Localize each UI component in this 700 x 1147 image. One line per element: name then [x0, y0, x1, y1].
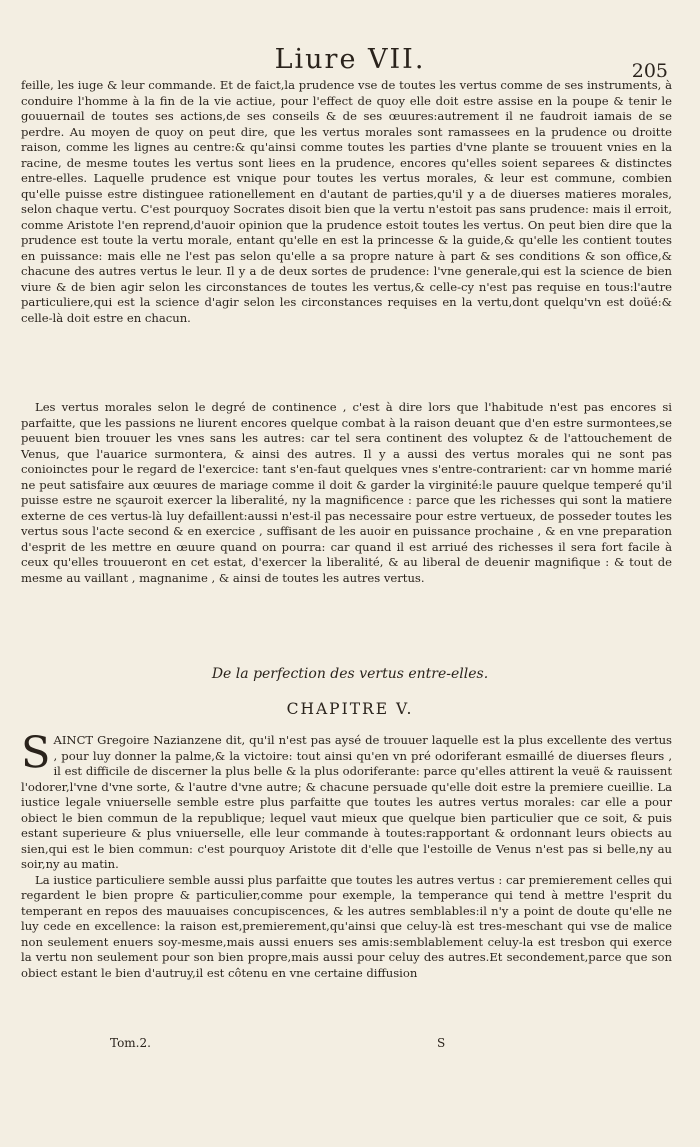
chapter-opening-paragraph — [21, 728, 672, 873]
drop-cap: S — [21, 728, 51, 778]
paragraph-vertus-morales — [21, 400, 672, 586]
signature-mark: S — [437, 1036, 446, 1050]
page-number: 205 — [631, 60, 668, 82]
running-title: Liure VII. — [274, 44, 426, 75]
chapter-title: CHAPITRE V. — [286, 700, 414, 718]
paragraph-continuation — [21, 78, 672, 326]
opening-text: AINCT Gregoire Nazianzene dit, qu'il n'est pas aysé de trouuer laquelle est la plus excellente des vertus , pour luy donner la palme,& la victoire: tout ainsi qu'en vn pré odoriferant esmaillé de diuerses fleurs , il est difficile de discerner la plus belle & la plus odoriferante: parce qu'elles attirent la veuë & rauissent l'odorer,l'vne d'vne sorte, & l'autre d'vne autre; & chacune persuade qu'elle doit estre la premiere cueillie. La iustice legale vniuerselle semble estre plus parfaitte que toutes les autres vertus morales: car elle a pour obiect le bien commun de la republique; lequel vaut mieux que quelque bien particulier que ce soit, & puis estant superieure & plus vniuerselle, elle leur commande à toutes:rapportant & ordonnant leurs obiects au sien,qui est le bien commun: c'est pourquoy Aristote dit d'elle que l'estoille de Venus n'est pas si belle,ny au soir,ny au matin. — [21, 733, 672, 871]
chapter-body — [21, 728, 672, 981]
paragraph: La iustice particuliere semble aussi plus parfaitte que toutes les autres vertus : car premierement celles qui regardent le bien propre & particulier,comme pour exemple, la temperance qui tend à mettre l'esprit du temperant en repos des mauuaises concupiscences, & les autres semblables:il n'y a point de doute qu'elle ne luy cede en excellence: la raison est,premierement,qu'ainsi que celuy-là est tres-meschant qui vse de malice non seulement enuers soy-mesme,mais aussi enuers ses amis:semblablement celuy-la est tresbon qui exerce la vertu non seulement pour son bien propre,mais aussi pour celuy des autres.Et secondement,parce que son obiect estant le bien d'autruy,il est côtenu en vne certaine diffusion — [21, 872, 672, 980]
paragraph: feille, les iuge & leur commande. Et de faict,la prudence vse de toutes les vertus comme de ses instruments, à conduire l'homme à la fin de la vie actiue, pour l'effect de quoy elle doit estre assise en la poupe & tenir le gouuernail de toutes ses actions,de ses conseils & de ses œuures:autrement il ne faudroit iamais de se perdre. Au moyen de quoy on peut dire, que les vertus morales sont ramassees en la prudence ou droitte raison, comme les lignes au centre:& qu'ainsi comme toutes les parties d'vne plante se trouuent vnies en la racine, de mesme toutes les vertus sont liees en la prudence, encores qu'elles soient separees & distinctes entre-elles. Laquelle prudence est vnique pour toutes les vertus morales, & leur est commune, combien qu'elle puisse estre distinguee rationellement en d'autant de parties,qu'il y a de diuerses matieres morales, selon chaque vertu. C'est pourquoy Socrates disoit bien que la vertu n'estoit pas sans prudence: mais il erroit, comme Aristote l'en reprend,d'auoir opinion que la prudence estoit toutes les vertus. On peut bien dire que la prudence est toute la vertu morale, entant qu'elle en est la princesse & la guide,& qu'elle les contient toutes en puissance: mais elle ne l'est pas selon qu'elle a sa propre nature à part & ses conditions & son office,& chacune des autres vertus le leur. Il y a de deux sortes de prudence: l'vne generale,qui est la science de bien viure & de bien agir selon les circonstances de toutes les vertus,& celle-cy n'est pas requise en tous:l'autre particuliere,qui est la science d'agir selon les circonstances requises en la vertu,dont quelqu'vn est doüé:& celle-là doit estre en chacun. — [21, 78, 672, 325]
section-title: De la perfection des vertus entre-elles. — [211, 666, 489, 682]
volume-mark: Tom.2. — [110, 1036, 151, 1050]
paragraph: Les vertus morales selon le degré de continence , c'est à dire lors que l'habitude n'est pas encores si parfaitte, que les passions ne liurent encores quelque combat à la raison deuant que d'en estre surmontees,se peuuent bien trouuer les vnes sans les autres: car tel sera continent des voluptez & de l'attouchement de Venus, que l'auarice surmontera, & ainsi des autres. Il y a aussi des vertus morales qui ne sont pas conioinctes pour le regard de l'exercice: tant s'en-faut quelques vnes s'entre-contrarient: car vn homme marié ne peut satisfaire aux œuures de mariage comme il doit & garder la virginité:le pauure quelque temperé qu'il puisse estre ne sçauroit exercer la liberalité, ny la magnificence : parce que les richesses qui sont la matiere externe de ces vertus-là luy defaillent:aussi n'est-il pas necessaire pour estre vertueux, de posseder toutes les vertus sous l'acte second & en exercice , suffisant de les auoir en puissance prochaine , & en vne preparation d'esprit de les mettre en œuure quand on pourra: car quand il est arriué des richesses il sera fort facile à ceux qu'elles trouueront en cet estat, d'exercer la liberalité, & au liberal de deuenir magnifique : & tout de mesme au vaillant , magnanime , & ainsi de toutes les autres vertus. — [21, 400, 672, 585]
